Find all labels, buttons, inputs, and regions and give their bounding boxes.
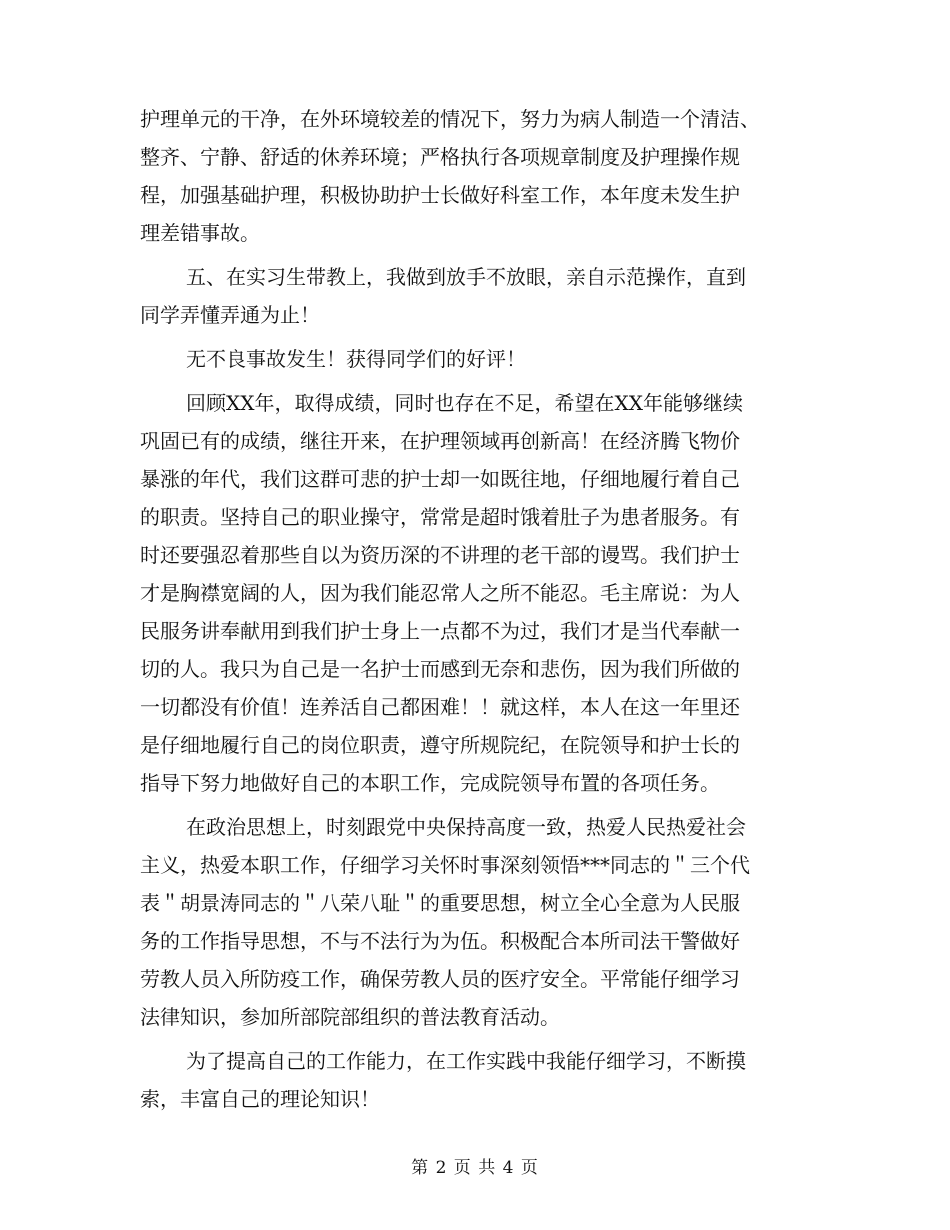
text-line: 的职责。坚持自己的职业操守，常常是超时饿着肚子为患者服务。有 bbox=[140, 505, 740, 529]
text-line: 五、在实习生带教上，我做到放手不放眼，亲自示范操作，直到 bbox=[186, 265, 746, 289]
text-line: 指导下努力地做好自己的本职工作，完成院领导布置的各项任务。 bbox=[140, 771, 720, 795]
paragraph-review bbox=[140, 384, 810, 802]
paragraph-nursing-unit bbox=[140, 100, 810, 252]
text-line: 时还要强忍着那些自以为资历深的不讲理的老干部的谩骂。我们护士 bbox=[140, 543, 740, 567]
paragraph-political-thought bbox=[140, 808, 810, 1036]
text-line: 法律知识，参加所部院部组织的普法教育活动。 bbox=[140, 1005, 560, 1029]
text-line: 表＂胡景涛同志的＂八荣八耻＂的重要思想，树立全心全意为人民服 bbox=[140, 891, 740, 915]
paragraph-intern-teaching bbox=[140, 258, 810, 334]
text-line: 护理单元的干净，在外环境较差的情况下，努力为病人制造一个清洁、 bbox=[140, 107, 760, 131]
document-body bbox=[140, 100, 810, 1124]
text-line: 是仔细地履行自己的岗位职责，遵守所规院纪，在院领导和护士长的 bbox=[140, 733, 740, 757]
paragraph-improve-ability bbox=[140, 1042, 810, 1118]
text-line: 同学弄懂弄通为止！ bbox=[140, 303, 320, 327]
text-line: 无不良事故发生！获得同学们的好评！ bbox=[186, 347, 526, 371]
text-line: 理差错事故。 bbox=[140, 221, 260, 245]
text-line: 回顾XX年，取得成绩，同时也存在不足，希望在XX年能够继续 bbox=[186, 391, 743, 415]
text-line: 索，丰富自己的理论知识！ bbox=[140, 1087, 380, 1111]
paragraph-no-accidents bbox=[140, 340, 810, 378]
text-line: 主义，热爱本职工作，仔细学习关怀时事深刻领悟***同志的＂三个代 bbox=[140, 853, 750, 877]
text-line: 程，加强基础护理，积极协助护士长做好科室工作，本年度未发生护 bbox=[140, 183, 740, 207]
text-line: 暴涨的年代，我们这群可悲的护士却一如既往地，仔细地履行着自己 bbox=[140, 467, 740, 491]
text-line: 在政治思想上，时刻跟党中央保持高度一致，热爱人民热爱社会 bbox=[186, 815, 746, 839]
text-line: 务的工作指导思想，不与不法行为为伍。积极配合本所司法干警做好 bbox=[140, 929, 740, 953]
text-line: 劳教人员入所防疫工作，确保劳教人员的医疗安全。平常能仔细学习 bbox=[140, 967, 740, 991]
text-line: 切的人。我只为自己是一名护士而感到无奈和悲伤，因为我们所做的 bbox=[140, 657, 740, 681]
text-line: 巩固已有的成绩，继往开来，在护理领域再创新高！在经济腾飞物价 bbox=[140, 429, 740, 453]
text-line: 整齐、宁静、舒适的休养环境；严格执行各项规章制度及护理操作规 bbox=[140, 145, 740, 169]
text-line: 才是胸襟宽阔的人，因为我们能忍常人之所不能忍。毛主席说：为人 bbox=[140, 581, 740, 605]
page-number-footer: 第 2 页 共 4 页 bbox=[411, 1158, 539, 1178]
text-line: 民服务讲奉献用到我们护士身上一点都不为过，我们才是当代奉献一 bbox=[140, 619, 740, 643]
text-line: 为了提高自己的工作能力，在工作实践中我能仔细学习，不断摸 bbox=[186, 1049, 746, 1073]
text-line: 一切都没有价值！连养活自己都困难！！就这样，本人在这一年里还 bbox=[140, 695, 740, 719]
